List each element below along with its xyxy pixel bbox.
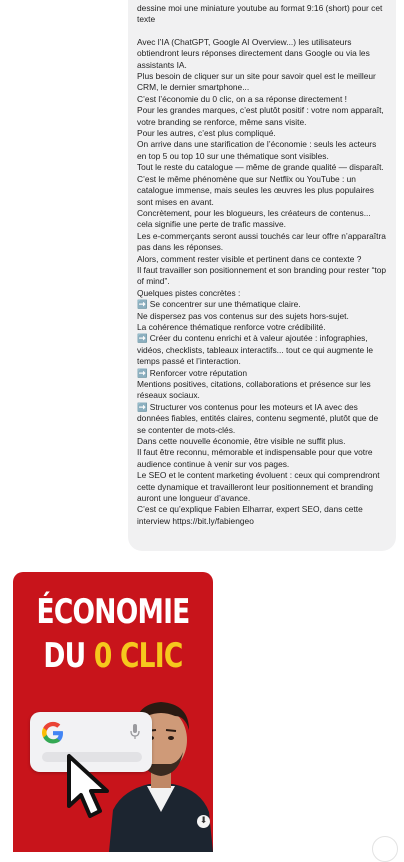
download-icon[interactable]: ⬇ xyxy=(197,815,210,828)
message-line: La cohérence thématique renforce votre crédibilité. xyxy=(137,321,326,332)
user-message-bubble xyxy=(128,0,396,551)
message-line: ➡️ Créer du contenu enrichi et à valeur ajoutée : infographies, vidéos, checklists, tableaux interactifs... tout ce qui augmente le temps passé et l’interaction. xyxy=(137,333,374,367)
message-line: Dans cette nouvelle économie, être visible ne suffit plus. xyxy=(137,436,346,447)
message-line: dessine moi une miniature youtube au format 9:16 (short) pour cet texte xyxy=(137,3,383,25)
scroll-down-button[interactable] xyxy=(372,836,398,862)
message-line: C’est l’économie du 0 clic, on a sa réponse directement ! xyxy=(137,93,347,104)
message-line: C’est ce qu’explique Fabien Elharrar, expert SEO, dans cette interview https://bit.ly/fabiengeo xyxy=(137,504,363,526)
message-line: C’est le même phénomène que sur Netflix ou YouTube : un catalogue immense, mais seules les œuvres les plus populaires sont mises en avant. xyxy=(137,173,374,207)
message-line: Quelques pistes concrètes : xyxy=(137,287,241,298)
message-line: Pour les autres, c’est plus compliqué. xyxy=(137,128,276,139)
message-line: Mentions positives, citations, collaborations et présence sur les réseaux sociaux. xyxy=(137,379,371,401)
message-line: Il faut travailler son positionnement et son branding pour rester “top of mind”. xyxy=(137,264,387,287)
thumbnail-title-prefix: DU xyxy=(43,636,94,676)
message-line: ➡️ Renforcer votre réputation xyxy=(137,367,248,378)
message-line: Ne dispersez pas vos contenus sur des sujets hors-sujet. xyxy=(137,310,349,321)
thumbnail-title-line2 xyxy=(35,636,191,676)
message-line: Les e-commerçants seront aussi touchés car leur offre n’apparaîtra pas dans les réponses. xyxy=(137,230,386,253)
microphone-icon xyxy=(130,724,140,740)
message-line: Pour les grandes marques, c’est plutôt positif : votre nom apparaît, votre branding se renforce, même sans visite. xyxy=(137,105,384,127)
message-line: Il faut être reconnu, mémorable et indispensable pour que votre audience continue à venir sur vos pages. xyxy=(137,447,373,469)
message-line: Tout le reste du catalogue — même de grande qualité — disparaît. xyxy=(137,162,384,173)
message-line: ➡️ Se concentrer sur une thématique claire. xyxy=(137,299,301,310)
message-line: ➡️ Structurer vos contenus pour les moteurs et IA avec des données fiables, entités claires, contenu segmenté, plutôt que de se contenter de mots-clés. xyxy=(137,401,379,435)
thumbnail-title-line1: ÉCONOMIE xyxy=(36,592,190,632)
message-text xyxy=(137,3,387,527)
message-line: Concrètement, pour les blogueurs, les créateurs de contenus... cela signifie une perte de trafic massive. xyxy=(137,207,371,230)
mouse-cursor-icon xyxy=(65,752,117,822)
generated-thumbnail-image[interactable] xyxy=(13,572,213,852)
message-line: On arrive dans une starification de l’économie : seuls les acteurs en top 5 ou top 10 sur une thématique sont visibles. xyxy=(137,139,377,161)
message-line: Le SEO et le content marketing évoluent : ceux qui comprendront cette dynamique et travailleront leur positionnement et branding auront une longueur d’avance. xyxy=(137,470,380,504)
message-line: Plus besoin de cliquer sur un site pour savoir quel est le meilleur CRM, le dernier smartphone... xyxy=(137,71,376,93)
message-line: Alors, comment rester visible et pertinent dans ce contexte ? xyxy=(137,253,362,264)
message-blank-line xyxy=(137,26,387,37)
google-g-icon xyxy=(40,720,66,746)
thumbnail-title-accent: 0 CLIC xyxy=(93,636,183,676)
message-line: Avec l’IA (ChatGPT, Google AI Overview...) les utilisateurs obtiendront leurs réponses directement dans Google ou via les assistants IA. xyxy=(137,36,370,70)
